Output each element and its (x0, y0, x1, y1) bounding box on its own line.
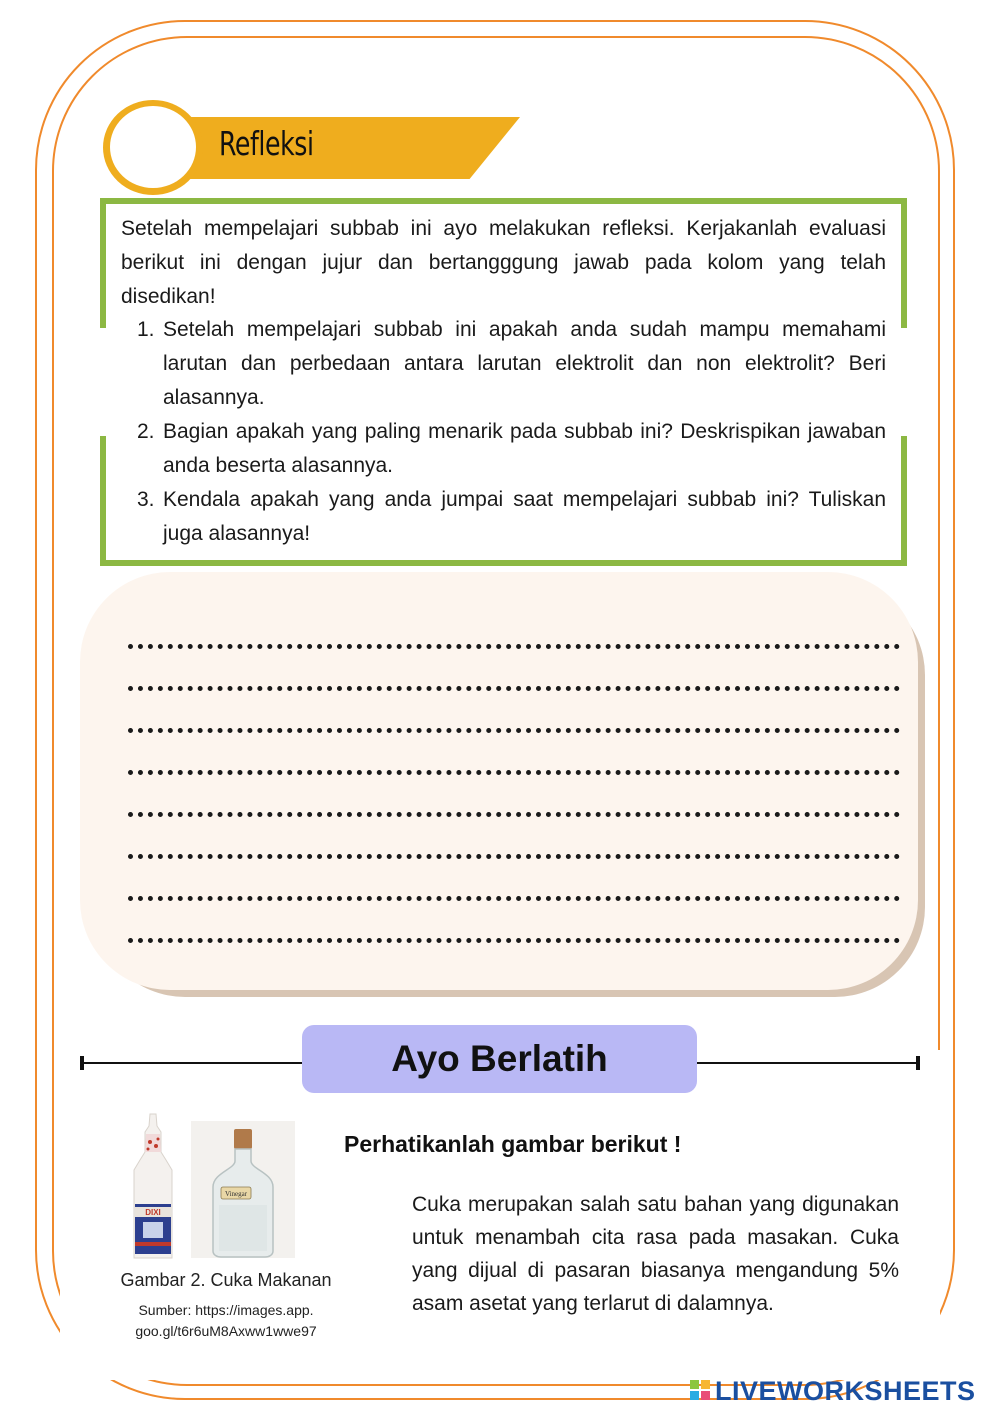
vinegar-jar-image (191, 1121, 295, 1258)
refleksi-title: Refleksi (219, 124, 314, 163)
divider-cap-left (80, 1056, 84, 1070)
ayo-berlatih-heading: Ayo Berlatih (302, 1025, 697, 1093)
question-text: Kendala apakah yang anda jumpai saat mempelajari subbab ini? Tuliskan juga alasannya! (163, 488, 886, 545)
figure-source-line2: goo.gl/t6r6uM8Axww1wwe97 (135, 1323, 317, 1339)
question-number: 1. (137, 318, 155, 341)
answer-line[interactable] (128, 733, 900, 775)
instruction-text: Perhatikanlah gambar berikut ! (344, 1131, 682, 1157)
cuka-paragraph: Cuka merupakan salah satu bahan yang digunakan untuk menambah cita rasa pada masakan. Cuka yang dijual di pasaran biasanya mengandung 5% asam asetat yang terlarut di dalamnya. (412, 1193, 899, 1315)
bottle-label: DIXI (145, 1208, 161, 1217)
figure-source-line1: Sumber: https://images.app. (138, 1302, 314, 1318)
answer-line[interactable] (128, 859, 900, 901)
divider-cap-right (916, 1056, 920, 1070)
liveworksheets-watermark (690, 1376, 976, 1406)
refleksi-intro: Setelah mempelajari subbab ini ayo melakukan refleksi. Kerjakanlah evaluasi berikut ini dengan jujur dan bertangggung jawab pada kolom yang telah disedikan! (121, 217, 886, 308)
figure-caption: Gambar 2. Cuka Makanan (120, 1270, 332, 1290)
jar-label: Vinegar (224, 1190, 248, 1198)
divider-right (696, 1062, 918, 1064)
question-item (121, 483, 886, 551)
answer-lines (128, 607, 900, 943)
refleksi-banner (160, 117, 520, 179)
question-item (121, 313, 886, 415)
answer-line[interactable] (128, 901, 900, 943)
question-item (121, 415, 886, 483)
answer-line[interactable] (128, 649, 900, 691)
liveworksheets-logo-icon (690, 1380, 712, 1402)
watermark-text: LIVEWORKSHEETS (715, 1375, 976, 1406)
answer-line[interactable] (128, 817, 900, 859)
divider-left (82, 1062, 302, 1064)
question-text: Setelah mempelajari subbab ini apakah anda sudah mampu memahami larutan dan perbedaan antara larutan elektrolit dan non elektrolit? Beri alasannya. (163, 318, 886, 409)
question-number: 3. (137, 488, 155, 511)
question-number: 2. (137, 420, 155, 443)
question-text: Bagian apakah yang paling menarik pada subbab ini? Deskrispikan jawaban anda beserta alasannya. (163, 420, 886, 477)
figure-source (100, 1300, 352, 1342)
vinegar-bottle-image (128, 1112, 178, 1260)
answer-line[interactable] (128, 691, 900, 733)
answer-line[interactable] (128, 607, 900, 649)
answer-line[interactable] (128, 775, 900, 817)
question-list (121, 313, 886, 551)
refleksi-circle-inner (110, 106, 196, 188)
